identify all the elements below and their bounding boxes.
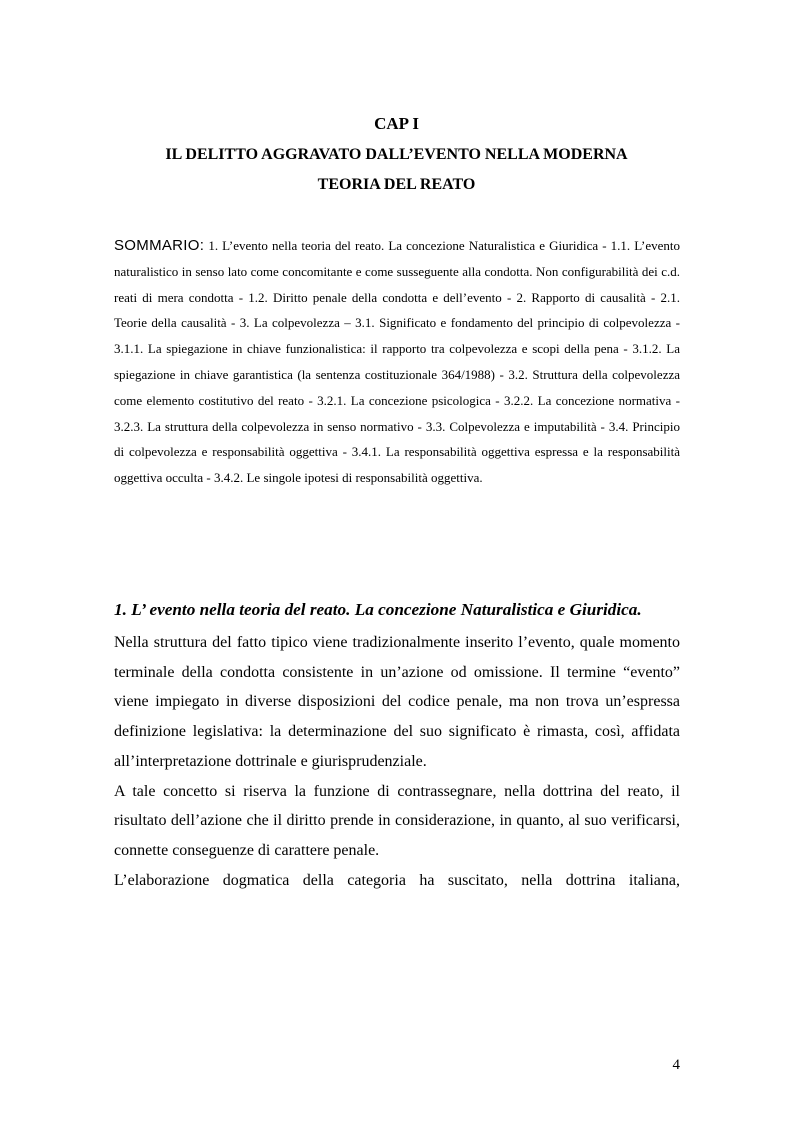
body-paragraph: L’elaborazione dogmatica della categoria ha suscitato, nella dottrina italiana, <box>114 871 680 889</box>
section-title: 1. L’ evento nella teoria del reato. La concezione Naturalistica e Giuridica. <box>114 600 642 619</box>
summary-text: 1. L’evento nella teoria del reato. La concezione Naturalistica e Giuridica - 1.1. L’evento naturalistico in senso lato come concomitante e come susseguente alla condotta. Non configurabilità dei c.d. reati di mera condotta - 1.2. Diritto penale della condotta e dell’evento - 2. Rapporto di causalità - 2.1. Teorie della causalità - 3. La colpevolezza – 3.1. Significato e fondamento del principio di colpevolezza - 3.1.1. La spiegazione in chiave funzionalistica: il rapporto tra colpevolezza e scopi della pena - 3.1.2. La spiegazione in chiave garantistica (la sentenza costituzionale 364/1988) - 3.2. Struttura della colpevolezza come elemento costitutivo del reato - 3.2.1. La concezione psicologica - 3.2.2. La concezione normativa - 3.2.3. La struttura della colpevolezza in senso normativo - 3.3. Colpevolezza e imputabilità - 3.4. Principio di colpevolezza e responsabilità oggettiva - 3.4.1. La responsabilità oggettiva espressa e la responsabilità oggettiva occulta - 3.4.2. Le singole ipotesi di responsabilità oggettiva. <box>114 238 681 486</box>
body-paragraph: A tale concetto si riserva la funzione di contrassegnare, nella dottrina del reato, il risultato dell’azione che il diritto prende in considerazione, in quanto, al suo verificarsi, connette conseguenze di carattere penale. <box>114 782 680 859</box>
summary-label: SOMMARIO: <box>114 237 205 254</box>
chapter-title-line-2: TEORIA DEL REATO <box>317 176 476 193</box>
body-paragraph: Nella struttura del fatto tipico viene tradizionalmente inserito l’evento, quale momento terminale della condotta consistente in un’azione od omissione. Il termine “evento” viene impiegato in diverse disposizioni del codice penale, ma non trova un’espressa definizione legislativa: la determinazione del suo significato è rimasta, così, affidata all’interpretazione dottrinale e giurisprudenziale. <box>114 634 680 770</box>
chapter-label: CAP I <box>374 114 419 133</box>
section-body <box>114 628 680 895</box>
summary-block <box>114 233 680 491</box>
page-number: 4 <box>672 1057 680 1073</box>
chapter-title-line-1: IL DELITTO AGGRAVATO DALL’EVENTO NELLA MODERNA <box>165 146 628 163</box>
